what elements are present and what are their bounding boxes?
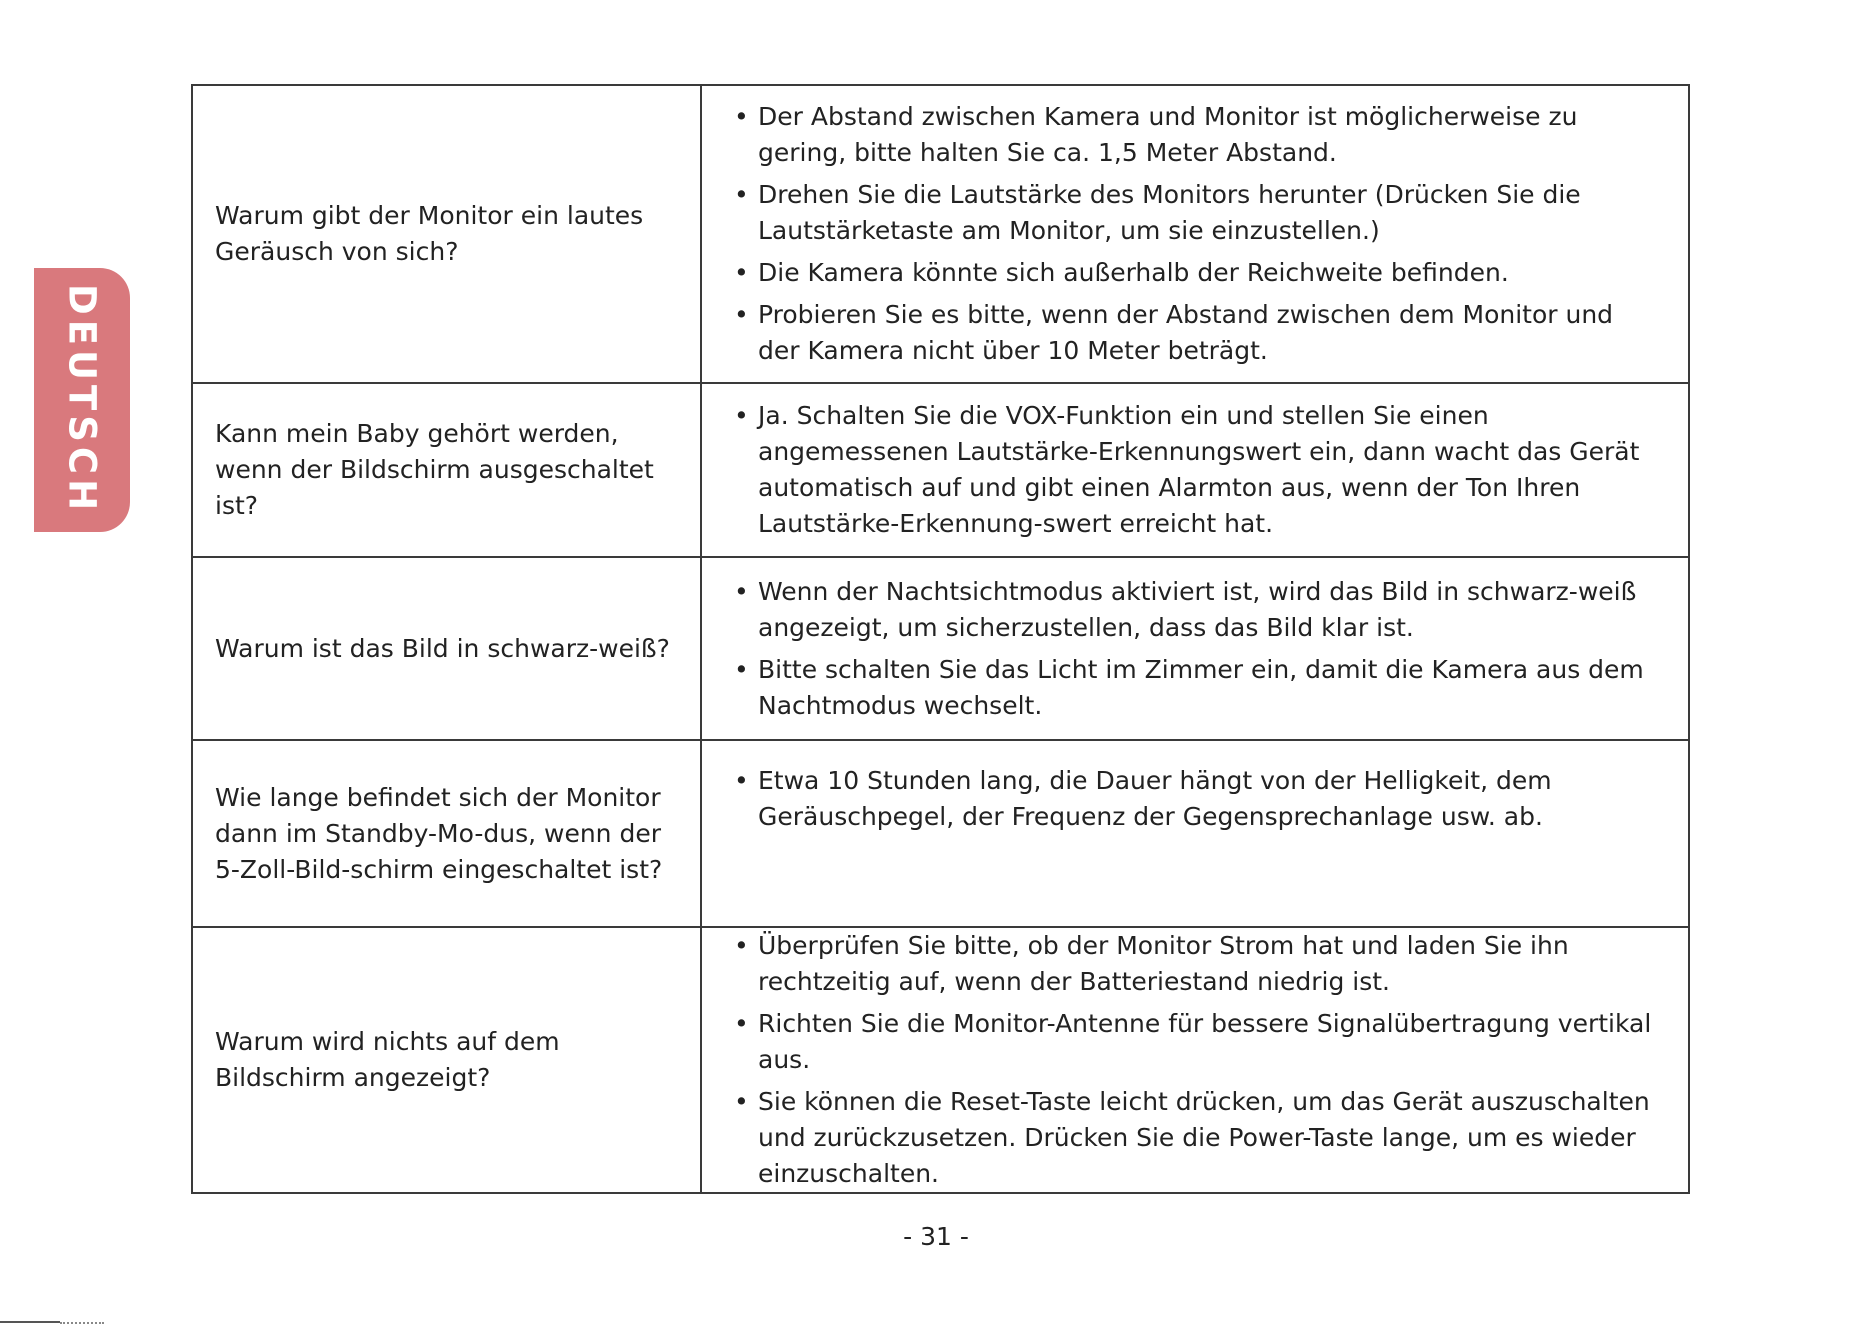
faq-question: Kann mein Baby gehört werden, wenn der Bildschirm ausgeschaltet ist? <box>192 383 701 557</box>
answer-item: • Die Kamera könnte sich außerhalb der Reichweite befinden. <box>732 255 1658 291</box>
answer-item: • Richten Sie die Monitor-Antenne für bessere Signalübertragung vertikal aus. <box>732 1006 1658 1078</box>
answer-list <box>732 928 1658 1192</box>
answer-item: • Sie können die Reset-Taste leicht drücken, um das Gerät auszuschalten und zurückzusetzen. Drücken Sie die Power-Taste lange, um es wieder einzuschalten. <box>732 1084 1658 1192</box>
faq-row <box>192 85 1689 383</box>
answer-item: • Ja. Schalten Sie die VOX-Funktion ein und stellen Sie einen angemessenen Lautstärke-Erkennungswert ein, dann wacht das Gerät automatisch auf und gibt einen Alarmton aus, wenn der Ton Ihren Lautstärke-Erkennung-swert erreicht hat. <box>732 398 1658 542</box>
answer-item: • Bitte schalten Sie das Licht im Zimmer ein, damit die Kamera aus dem Nachtmodus wechselt. <box>732 652 1658 724</box>
page-number: - 31 - <box>903 1222 969 1251</box>
corner-rule <box>0 1321 60 1323</box>
faq-answer <box>701 85 1689 383</box>
faq-answer <box>701 383 1689 557</box>
answer-item: • Der Abstand zwischen Kamera und Monitor ist möglicherweise zu gering, bitte halten Sie ca. 1,5 Meter Abstand. <box>732 99 1658 171</box>
faq-row <box>192 927 1689 1193</box>
language-tab <box>34 268 130 532</box>
faq-row <box>192 557 1689 740</box>
faq-answer <box>701 927 1689 1193</box>
faq-question: Wie lange befindet sich der Monitor dann im Standby-Mo-dus, wenn der 5-Zoll-Bild-schirm eingeschaltet ist? <box>192 740 701 927</box>
faq-question: Warum wird nichts auf dem Bildschirm angezeigt? <box>192 927 701 1193</box>
answer-item: • Probieren Sie es bitte, wenn der Abstand zwischen dem Monitor und der Kamera nicht über 10 Meter beträgt. <box>732 297 1658 369</box>
answer-item: • Drehen Sie die Lautstärke des Monitors herunter (Drücken Sie die Lautstärketaste am Monitor, um sie einzustellen.) <box>732 177 1658 249</box>
faq-row <box>192 740 1689 927</box>
faq-answer <box>701 557 1689 740</box>
faq-table <box>191 84 1690 1194</box>
faq-answer <box>701 740 1689 927</box>
answer-list <box>732 99 1658 369</box>
answer-item: • Überprüfen Sie bitte, ob der Monitor Strom hat und laden Sie ihn rechtzeitig auf, wenn der Batteriestand niedrig ist. <box>732 928 1658 1000</box>
faq-question: Warum gibt der Monitor ein lautes Geräusch von sich? <box>192 85 701 383</box>
answer-item: • Etwa 10 Stunden lang, die Dauer hängt von der Helligkeit, dem Geräuschpegel, der Frequenz der Gegensprechanlage usw. ab. <box>732 763 1658 835</box>
answer-list <box>732 398 1658 542</box>
faq-row <box>192 383 1689 557</box>
language-tab-label: DEUTSCH <box>60 284 104 516</box>
answer-list <box>732 763 1658 835</box>
faq-question: Warum ist das Bild in schwarz-weiß? <box>192 557 701 740</box>
answer-item: • Wenn der Nachtsichtmodus aktiviert ist, wird das Bild in schwarz-weiß angezeigt, um sicherzustellen, dass das Bild klar ist. <box>732 574 1658 646</box>
answer-list <box>732 574 1658 724</box>
